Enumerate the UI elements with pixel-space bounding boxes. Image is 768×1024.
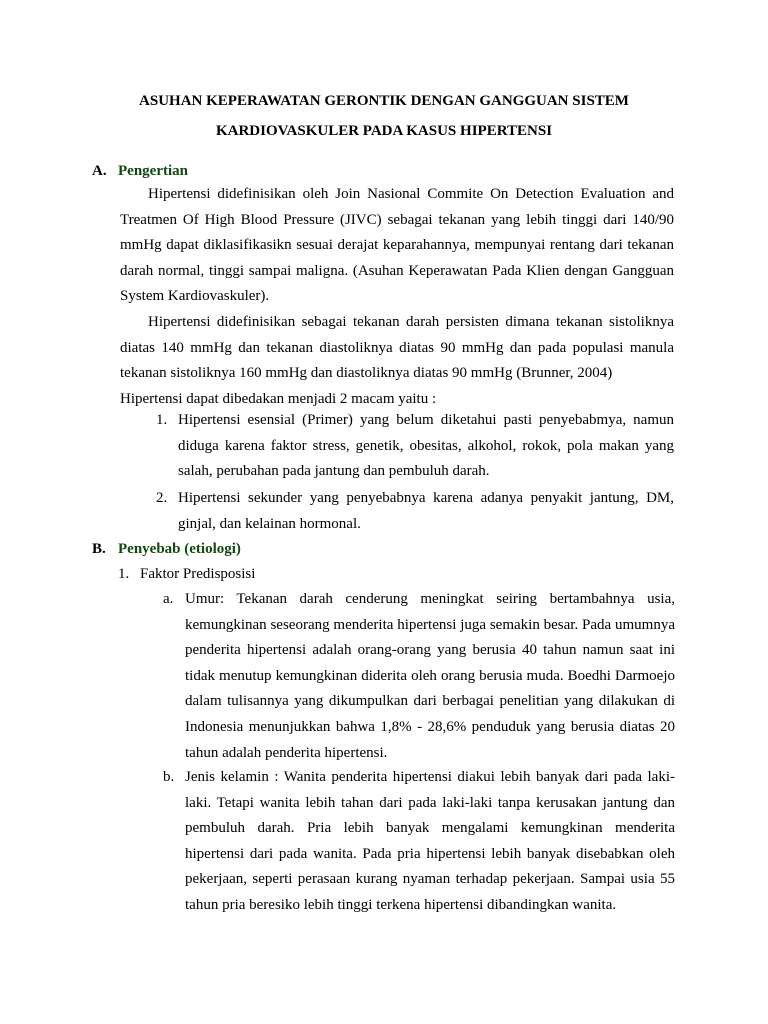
section-a-heading	[92, 158, 188, 184]
section-a-paragraph-2: Hipertensi didefinisikan sebagai tekanan darah persisten dimana tekanan sistoliknya diatas 140 mmHg dan tekanan diastoliknya diatas 90 mmHg dan pada populasi manula tekanan sistoliknya 160 mmHg dan diastoliknya diatas 90 mmHg (Brunner, 2004)	[120, 313, 674, 382]
section-a-title: Pengertian	[118, 163, 188, 179]
list-item-number: 2.	[156, 490, 168, 506]
section-b-title: Penyebab (etiologi)	[118, 541, 241, 557]
list-item-text: Umur: Tekanan darah cenderung meningkat seiring bertambahnya usia, kemungkinan seseorang menderita hipertensi juga semakin besar. Pada umumnya penderita hipertensi adalah orang-orang yang berusia 40 tahun namun saat ini tidak menutup kemungkinan diderita oleh orang berusia muda. Boedhi Darmoejo dalam tulisannya yang dikumpulkan dari berbagai penelitian yang dilakukan di Indonesia menunjukkan bahwa 1,8% - 28,6% penduduk yang berusia diatas 20 tahun adalah penderita hipertensi.	[185, 591, 675, 761]
title-line-1: ASUHAN KEPERAWATAN GERONTIK DENGAN GANGGUAN SISTEM	[139, 93, 629, 109]
document-title	[96, 86, 672, 146]
list-item-text: Hipertensi esensial (Primer) yang belum diketahui pasti penyebabmya, namun diduga karena faktor stress, genetik, obesitas, alkohol, rokok, pola makan yang salah, perubahan pada jantung dan pembuluh darah.	[178, 412, 674, 480]
section-b-heading	[92, 536, 241, 562]
section-b-letter: B.	[92, 541, 106, 557]
section-a-list-item-2	[156, 486, 674, 537]
list-item-text: Hipertensi sekunder yang penyebabnya karena adanya penyakit jantung, DM, ginjal, dan kelainan hormonal.	[178, 490, 674, 532]
section-b-subheading-1	[118, 562, 255, 588]
list-item-letter: b.	[163, 769, 175, 785]
section-a-body	[120, 182, 674, 412]
section-a-paragraph-1: Hipertensi didefinisikan oleh Join Nasional Commite On Detection Evaluation and Treatmen Of High Blood Pressure (JIVC) sebagai tekanan yang lebih tinggi dari 140/90 mmHg dapat diklasifikasikn sesuai derajat keparahannya, mempunyai rentang dari tekanan darah normal, tinggi sampai maligna. (Asuhan Keperawatan Pada Klien dengan Gangguan System Kardiovaskuler).	[120, 186, 674, 305]
list-item-number: 1.	[156, 412, 168, 428]
list-item-letter: a.	[163, 591, 174, 607]
section-a-list-item-1	[156, 408, 674, 485]
section-b-list-item-a	[163, 587, 675, 766]
title-line-2: KARDIOVASKULER PADA KASUS HIPERTENSI	[215, 123, 553, 139]
subheading-title: Faktor Predisposisi	[140, 566, 256, 582]
subheading-number: 1.	[118, 566, 130, 582]
section-b-list-item-b	[163, 765, 675, 919]
section-a-paragraph-3: Hipertensi dapat dibedakan menjadi 2 macam yaitu :	[120, 390, 437, 407]
section-a-letter: A.	[92, 163, 107, 179]
list-item-text: Jenis kelamin : Wanita penderita hipertensi diakui lebih banyak dari pada laki-laki. Tetapi wanita lebih tahan dari pada laki-laki tanpa kerusakan jantung dan pembuluh darah. Pria lebih banyak mengalami kemungkinan menderita hipertensi dari pada wanita. Pada pria hipertensi lebih banyak disebabkan oleh pekerjaan, seperti perasaan kurang nyaman terhadap pekerjaan. Sampai usia 55 tahun pria beresiko lebih tinggi terkena hipertensi dibandingkan wanita.	[185, 769, 675, 913]
